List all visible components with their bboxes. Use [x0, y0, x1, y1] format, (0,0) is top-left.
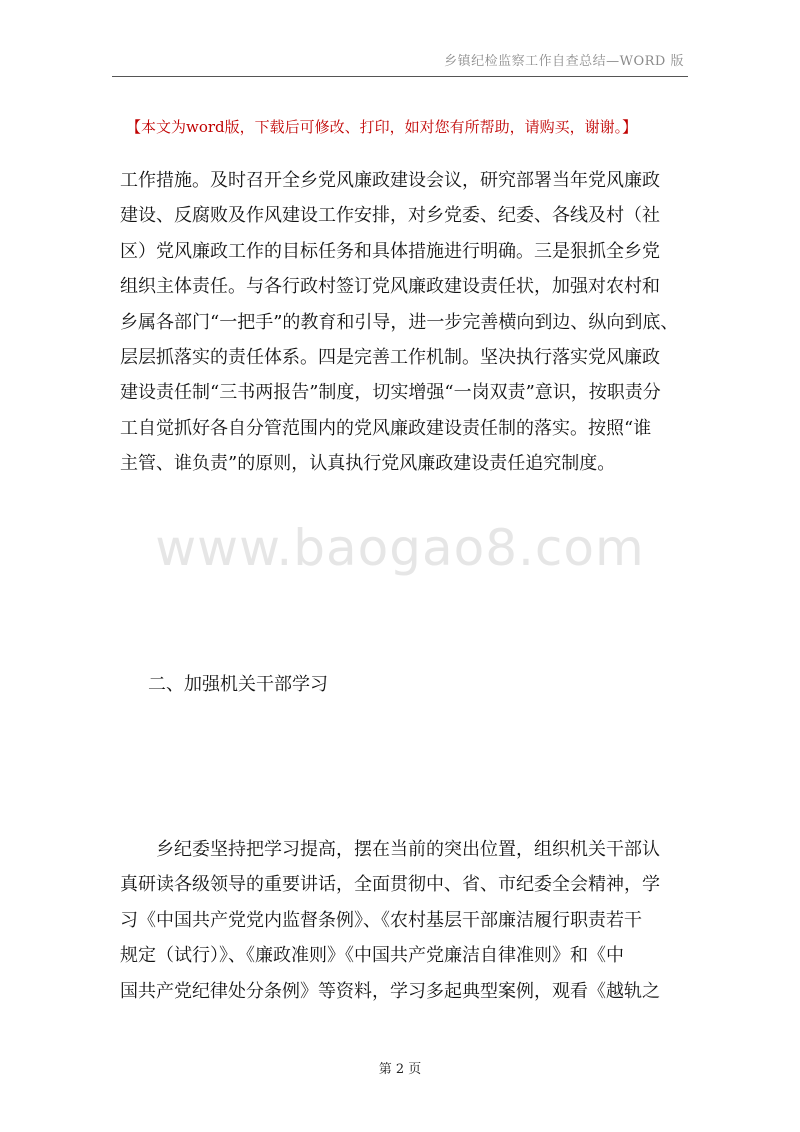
paragraph-line: 组织主体责任。与各行政村签订党风廉政建设责任状，加强对农村和 — [120, 276, 660, 298]
paragraph-line: 区）党风廉政工作的目标任务和具体措施进行明确。三是狠抓全乡党 — [120, 240, 660, 262]
paragraph-2 — [120, 832, 690, 1009]
paragraph-1 — [120, 163, 690, 482]
paragraph-line: 工作措施。及时召开全乡党风廉政建设会议，研究部署当年党风廉政 — [120, 170, 660, 191]
document-header-title: 乡镇纪检监察工作自查总结—WORD 版 — [444, 54, 684, 69]
paragraph-line: 工自觉抓好各自分管范围内的党风廉政建设责任制的落实。按照“谁 — [120, 417, 652, 439]
paragraph-line: 主管、谁负责”的原则，认真执行党风廉政建设责任追究制度。 — [120, 453, 616, 475]
paragraph-line: 习《中国共产党党内监督条例》、《农村基层干部廉洁履行职责若干 — [120, 909, 642, 931]
paragraph-line: 国共产党纪律处分条例》等资料，学习多起典型案例，观看《越轨之 — [120, 980, 660, 1002]
download-notice: 【本文为word版，下载后可修改、打印，如对您有所帮助，请购买，谢谢。】 — [126, 118, 638, 136]
paragraph-line: 建设、反腐败及作风建设工作安排，对乡党委、纪委、各线及村（社 — [120, 205, 660, 227]
paragraph-line: 乡属各部门“一把手”的教育和引导，进一步完善横向到边、纵向到底、 — [120, 311, 679, 333]
paragraph-line: 乡纪委坚持把学习提高，摆在当前的突出位置，组织机关干部认 — [120, 839, 660, 860]
paragraph-line: 层层抓落实的责任体系。四是完善工作机制。坚决执行落实党风廉政 — [120, 347, 660, 369]
watermark: www.baogao8.com — [155, 519, 645, 577]
paragraph-line: 真研读各级领导的重要讲话，全面贯彻中、省、市纪委全会精神，学 — [120, 874, 660, 896]
header-divider — [112, 76, 688, 77]
section-heading: 二、加强机关干部学习 — [148, 674, 328, 695]
paragraph-line: 建设责任制“三书两报告”制度，切实增强“一岗双责”意识，按职责分 — [120, 382, 661, 404]
paragraph-line: 规定（试行）》、《廉政准则》《中国共产党廉洁自律准则》和《中 — [120, 945, 624, 967]
page-number: 第 2 页 — [378, 1062, 422, 1077]
